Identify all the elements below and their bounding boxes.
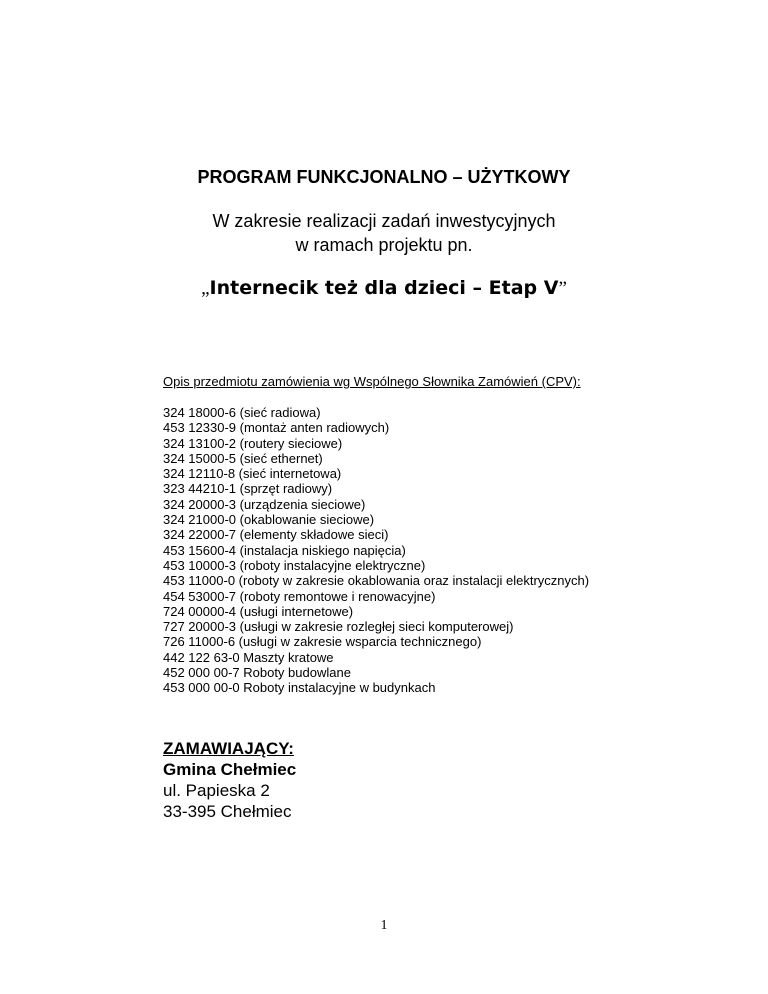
cpv-item: 724 00000-4 (usługi internetowe): [163, 603, 354, 619]
project-open-quote: „: [201, 278, 210, 299]
cpv-item: 324 15000-5 (sieć ethernet): [163, 450, 323, 466]
cpv-item: 453 000 00-0 Roboty instalacyjne w budynkach: [163, 680, 436, 696]
project-name-text: Internecik też dla dzieci – Etap V: [209, 277, 559, 299]
cpv-item: 324 21000-0 (okablowanie sieciowe): [163, 512, 375, 528]
project-name: [0, 276, 768, 301]
cpv-item: 324 13100-2 (routery sieciowe): [163, 435, 343, 451]
cpv-item: 726 11000-6 (usługi w zakresie wsparcia technicznego): [163, 634, 482, 650]
ordering-party-street: ul. Papieska 2: [163, 781, 270, 800]
cpv-heading: Opis przedmiotu zamówienia wg Wspólnego Słownika Zamówień (CPV):: [163, 374, 581, 389]
cpv-item: 453 11000-0 (roboty w zakresie okablowania oraz instalacji elektrycznych): [163, 573, 590, 589]
cpv-item: 324 22000-7 (elementy składowe sieci): [163, 527, 389, 543]
cpv-item: 324 12110-8 (sieć internetowa): [163, 466, 342, 482]
cpv-item: 453 15600-4 (instalacja niskiego napięcia): [163, 542, 406, 558]
ordering-party: [163, 738, 296, 822]
project-close-quote: ”: [558, 278, 567, 299]
cpv-item: 727 20000-3 (usługi w zakresie rozległej sieci komputerowej): [163, 619, 514, 635]
cpv-item: 453 10000-3 (roboty instalacyjne elektryczne): [163, 557, 426, 573]
ordering-party-name: Gmina Chełmiec: [163, 760, 297, 779]
subtitle-line-1: W zakresie realizacji zadań inwestycyjnych: [212, 211, 556, 231]
page-number: 1: [380, 918, 388, 933]
cpv-item: 453 12330-9 (montaż anten radiowych): [163, 420, 390, 436]
cpv-item: 454 53000-7 (roboty remontowe i renowacyjne): [163, 588, 436, 604]
ordering-party-label: ZAMAWIAJĄCY:: [163, 739, 294, 758]
cpv-item: 442 122 63-0 Maszty kratowe: [163, 649, 334, 665]
document-title: PROGRAM FUNKCJONALNO – UŻYTKOWY: [197, 167, 571, 187]
cpv-list: [163, 405, 589, 696]
cpv-item: 323 44210-1 (sprzęt radiowy): [163, 481, 333, 497]
cpv-item: 452 000 00-7 Roboty budowlane: [163, 665, 351, 681]
document-subtitle: [0, 209, 768, 257]
cpv-item: 324 18000-6 (sieć radiowa): [163, 405, 321, 420]
cpv-item: 324 20000-3 (urządzenia sieciowe): [163, 496, 366, 512]
subtitle-line-2: w ramach projektu pn.: [295, 235, 473, 255]
ordering-party-city: 33-395 Chełmiec: [163, 802, 292, 821]
